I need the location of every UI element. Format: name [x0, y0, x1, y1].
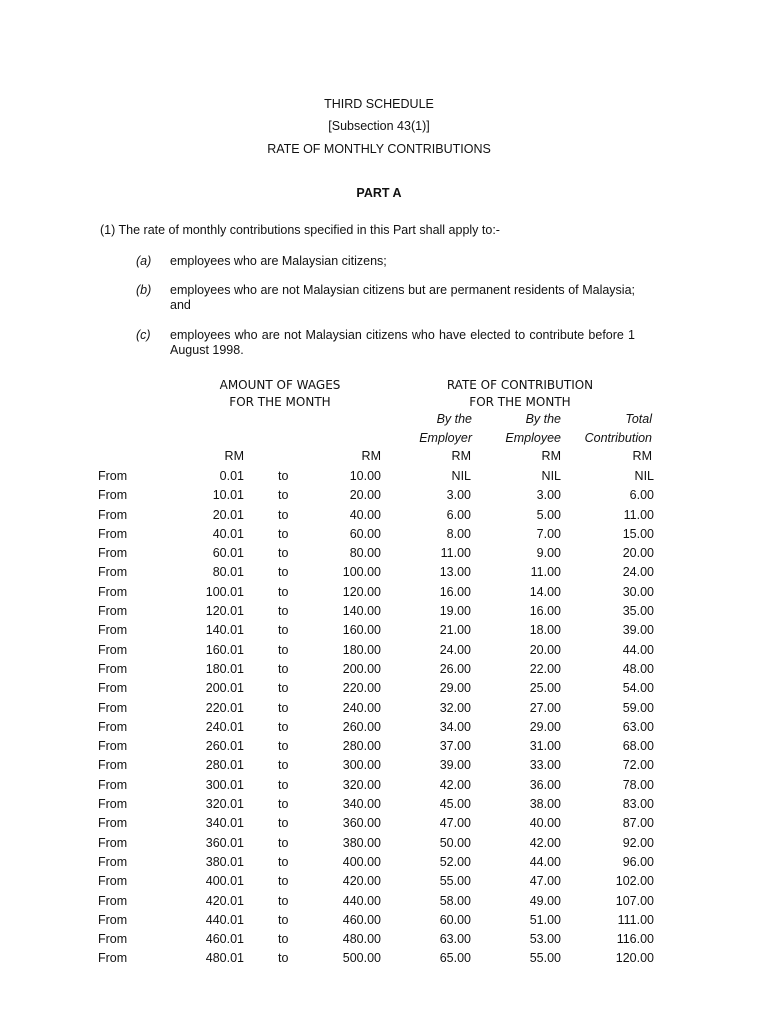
employee-contribution: 36.00: [529, 777, 561, 792]
to-label: to: [278, 854, 289, 869]
from-label: From: [98, 777, 128, 792]
total-contribution: 68.00: [622, 739, 654, 754]
employer-contribution: 21.00: [439, 623, 471, 638]
table-row: [98, 583, 654, 602]
list-item-text: employees who are not Malaysian citizens but are permanent residents of Malaysia; and: [170, 283, 635, 312]
from-label: From: [98, 912, 128, 927]
to-label: to: [278, 758, 289, 773]
to-label: to: [278, 469, 289, 483]
to-label: to: [278, 546, 289, 561]
table-row: [98, 506, 654, 525]
currency-label: RM: [632, 449, 652, 463]
from-label: From: [98, 700, 128, 715]
total-contribution: 59.00: [622, 700, 654, 715]
employee-contribution: 51.00: [529, 912, 561, 927]
employee-contribution: 29.00: [529, 719, 561, 734]
employer-contribution: 34.00: [439, 719, 471, 734]
total-contribution: 120.00: [615, 951, 654, 966]
to-label: to: [278, 893, 289, 908]
wage-to: 60.00: [349, 526, 381, 541]
from-label: From: [98, 854, 128, 869]
to-label: to: [278, 816, 289, 831]
wage-from: 10.01: [212, 488, 244, 503]
from-label: From: [98, 565, 128, 580]
from-label: From: [98, 623, 128, 638]
wage-from: 60.01: [212, 546, 244, 561]
to-label: to: [278, 565, 289, 580]
employee-contribution: 20.00: [529, 642, 561, 657]
employee-contribution: 9.00: [536, 546, 561, 561]
wage-from: 280.01: [205, 758, 244, 773]
wage-from: 40.01: [212, 526, 244, 541]
total-contribution: 78.00: [622, 777, 654, 792]
total-contribution: 24.00: [622, 565, 654, 580]
from-label: From: [98, 604, 128, 619]
wages-header-line2: FOR THE MONTH: [229, 395, 331, 409]
total-contribution: 92.00: [622, 835, 654, 850]
wage-from: 140.01: [205, 623, 244, 638]
employer-header-line1: By the: [436, 412, 472, 426]
employee-contribution: 27.00: [529, 700, 561, 715]
wage-to: 10.00: [349, 469, 381, 483]
wage-to: 300.00: [342, 758, 381, 773]
employer-contribution: 50.00: [439, 835, 471, 850]
to-label: to: [278, 488, 289, 503]
total-contribution: 96.00: [622, 854, 654, 869]
wage-from: 160.01: [205, 642, 244, 657]
total-header: [560, 410, 652, 448]
employee-contribution: 31.00: [529, 739, 561, 754]
table-row: [98, 930, 654, 949]
employee-contribution: 44.00: [529, 854, 561, 869]
employee-contribution: NIL: [541, 469, 561, 483]
total-contribution: 116.00: [616, 932, 654, 947]
employer-header-line2: Employer: [419, 431, 472, 445]
to-label: to: [278, 719, 289, 734]
employer-contribution: 60.00: [439, 912, 471, 927]
to-label: to: [278, 912, 289, 927]
table-row: [98, 563, 654, 582]
employee-contribution: 53.00: [529, 932, 561, 947]
to-label: to: [278, 681, 289, 696]
employee-header-line2: Employee: [505, 431, 561, 445]
wage-to: 480.00: [342, 932, 381, 947]
to-label: to: [278, 797, 289, 812]
to-label: to: [278, 584, 289, 599]
rate-header-line1: RATE OF CONTRIBUTION: [446, 378, 594, 392]
employer-contribution: 8.00: [446, 526, 471, 541]
table-row: [98, 892, 654, 911]
currency-label: RM: [451, 449, 471, 463]
employer-contribution: 13.00: [439, 565, 471, 580]
wage-to: 20.00: [349, 488, 381, 503]
employer-contribution: 37.00: [439, 739, 471, 754]
total-contribution: 30.00: [622, 584, 654, 599]
wage-from: 220.01: [205, 700, 244, 715]
total-contribution: 39.00: [622, 623, 654, 638]
total-contribution: 11.00: [623, 507, 654, 522]
total-contribution: 54.00: [622, 681, 654, 696]
wage-to: 440.00: [342, 893, 381, 908]
table-row: [98, 699, 654, 718]
from-label: From: [98, 739, 128, 754]
employee-contribution: 55.00: [529, 951, 561, 966]
employee-contribution: 22.00: [529, 661, 561, 676]
wage-to: 100.00: [342, 565, 381, 580]
to-label: to: [278, 739, 289, 754]
table-row: [98, 621, 654, 640]
wage-to: 400.00: [342, 854, 381, 869]
employee-contribution: 7.00: [536, 526, 561, 541]
wage-from: 400.01: [205, 874, 244, 889]
wage-to: 280.00: [342, 739, 381, 754]
wage-from: 120.01: [205, 604, 244, 619]
schedule-heading: RATE OF MONTHLY CONTRIBUTIONS: [267, 142, 491, 156]
wage-from: 320.01: [205, 797, 244, 812]
employee-contribution: 18.00: [529, 623, 561, 638]
wage-to: 140.00: [342, 604, 381, 619]
employer-contribution: 55.00: [439, 874, 471, 889]
from-label: From: [98, 835, 128, 850]
wage-to: 160.00: [342, 623, 381, 638]
employer-contribution: 52.00: [439, 854, 471, 869]
from-label: From: [98, 469, 128, 483]
list-item-label: (a): [136, 254, 152, 268]
wage-from: 480.01: [205, 951, 244, 966]
wage-from: 100.01: [205, 584, 244, 599]
total-contribution: 87.00: [622, 816, 654, 831]
total-contribution: 107.00: [615, 893, 654, 908]
employer-contribution: 65.00: [439, 951, 471, 966]
employee-contribution: 33.00: [529, 758, 561, 773]
total-contribution: 72.00: [622, 758, 654, 773]
employer-contribution: 16.00: [439, 584, 471, 599]
wage-from: 360.01: [205, 835, 244, 850]
currency-label: RM: [541, 449, 561, 463]
schedule-title: THIRD SCHEDULE: [324, 97, 434, 111]
from-label: From: [98, 642, 128, 657]
total-contribution: 20.00: [622, 546, 654, 561]
wage-to: 40.00: [349, 507, 381, 522]
employee-contribution: 11.00: [530, 565, 561, 580]
total-contribution: 63.00: [622, 719, 654, 734]
wage-to: 320.00: [342, 777, 381, 792]
schedule-subsection: [Subsection 43(1)]: [328, 119, 430, 133]
wage-to: 380.00: [342, 835, 381, 850]
table-row: [98, 718, 654, 737]
intro-paragraph: (1) The rate of monthly contributions specified in this Part shall apply to:-: [100, 223, 500, 237]
wages-header: [205, 377, 355, 411]
to-label: to: [278, 932, 289, 947]
employer-contribution: 11.00: [440, 546, 471, 561]
to-label: to: [278, 642, 289, 657]
employee-contribution: 3.00: [536, 488, 561, 503]
employee-header: [480, 410, 561, 448]
wage-to: 220.00: [342, 681, 381, 696]
wage-from: 420.01: [205, 893, 244, 908]
employer-contribution: 45.00: [439, 797, 471, 812]
employee-contribution: 42.00: [529, 835, 561, 850]
to-label: to: [278, 661, 289, 676]
employer-contribution: NIL: [451, 469, 471, 483]
employee-contribution: 40.00: [529, 816, 561, 831]
from-label: From: [98, 816, 128, 831]
part-heading: PART A: [356, 186, 402, 200]
wage-from: 260.01: [205, 739, 244, 754]
employer-contribution: 26.00: [439, 661, 471, 676]
total-contribution: 111.00: [617, 912, 654, 927]
to-label: to: [278, 777, 289, 792]
from-label: From: [98, 661, 128, 676]
table-row: [98, 911, 654, 930]
wage-to: 360.00: [342, 816, 381, 831]
table-row: [98, 660, 654, 679]
list-item-text: employees who are Malaysian citizens;: [170, 254, 387, 268]
from-label: From: [98, 681, 128, 696]
table-row: [98, 776, 654, 795]
employer-contribution: 47.00: [439, 816, 471, 831]
employee-contribution: 16.00: [529, 604, 561, 619]
table-row: [98, 544, 654, 563]
total-contribution: 48.00: [622, 661, 654, 676]
from-label: From: [98, 488, 128, 503]
wage-from: 80.01: [212, 565, 244, 580]
total-contribution: 102.00: [615, 874, 654, 889]
employer-contribution: 24.00: [439, 642, 471, 657]
to-label: to: [278, 623, 289, 638]
employer-contribution: 58.00: [439, 893, 471, 908]
employer-contribution: 39.00: [439, 758, 471, 773]
table-row: [98, 679, 654, 698]
from-label: From: [98, 874, 128, 889]
total-contribution: NIL: [634, 469, 654, 483]
employer-contribution: 3.00: [446, 488, 471, 503]
table-row: [98, 949, 654, 968]
total-header-line2: Contribution: [584, 431, 652, 445]
table-row: [98, 814, 654, 833]
to-label: to: [278, 507, 289, 522]
wage-to: 180.00: [342, 642, 381, 657]
from-label: From: [98, 526, 128, 541]
table-row: [98, 834, 654, 853]
to-label: to: [278, 874, 289, 889]
from-label: From: [98, 719, 128, 734]
list-item-text: employees who are not Malaysian citizens who have elected to contribute before 1 August 1998.: [170, 328, 635, 357]
from-label: From: [98, 932, 128, 947]
wage-from: 0.01: [219, 469, 244, 483]
wages-header-line1: AMOUNT OF WAGES: [219, 378, 341, 392]
employee-contribution: 38.00: [529, 797, 561, 812]
wage-from: 460.01: [205, 932, 244, 947]
employee-header-line1: By the: [525, 412, 561, 426]
table-row: [98, 467, 654, 486]
to-label: to: [278, 604, 289, 619]
list-item-label: (c): [136, 328, 151, 342]
wage-from: 340.01: [205, 816, 244, 831]
from-label: From: [98, 546, 128, 561]
currency-label: RM: [224, 449, 244, 463]
to-label: to: [278, 700, 289, 715]
from-label: From: [98, 893, 128, 908]
wage-to: 200.00: [342, 661, 381, 676]
wage-to: 260.00: [342, 719, 381, 734]
wage-to: 420.00: [342, 874, 381, 889]
employer-contribution: 19.00: [439, 604, 471, 619]
employee-contribution: 5.00: [536, 507, 561, 522]
contribution-table: [98, 467, 654, 969]
from-label: From: [98, 507, 128, 522]
table-row: [98, 872, 654, 891]
total-contribution: 15.00: [622, 526, 654, 541]
to-label: to: [278, 835, 289, 850]
wage-from: 180.01: [205, 661, 244, 676]
wage-from: 200.01: [205, 681, 244, 696]
to-label: to: [278, 951, 289, 966]
rate-header-line2: FOR THE MONTH: [469, 395, 571, 409]
employee-contribution: 14.00: [529, 584, 561, 599]
table-row: [98, 853, 654, 872]
wage-from: 240.01: [205, 719, 244, 734]
wage-from: 300.01: [205, 777, 244, 792]
employer-contribution: 42.00: [439, 777, 471, 792]
employee-contribution: 25.00: [529, 681, 561, 696]
list-item-label: (b): [136, 283, 152, 297]
to-label: to: [278, 526, 289, 541]
wage-from: 440.01: [205, 912, 244, 927]
wage-to: 240.00: [342, 700, 381, 715]
wage-from: 380.01: [205, 854, 244, 869]
from-label: From: [98, 797, 128, 812]
table-row: [98, 525, 654, 544]
employee-contribution: 49.00: [529, 893, 561, 908]
employer-header: [400, 410, 472, 448]
employer-contribution: 63.00: [439, 932, 471, 947]
employer-contribution: 6.00: [446, 507, 471, 522]
currency-label: RM: [361, 449, 381, 463]
total-header-line1: Total: [625, 412, 652, 426]
table-row: [98, 641, 654, 660]
table-row: [98, 737, 654, 756]
rate-header: [420, 377, 620, 411]
total-contribution: 44.00: [622, 642, 654, 657]
table-row: [98, 602, 654, 621]
wage-to: 460.00: [342, 912, 381, 927]
from-label: From: [98, 758, 128, 773]
table-row: [98, 756, 654, 775]
wage-to: 120.00: [342, 584, 381, 599]
wage-to: 500.00: [342, 951, 381, 966]
wage-from: 20.01: [212, 507, 244, 522]
wage-to: 340.00: [342, 797, 381, 812]
wage-to: 80.00: [349, 546, 381, 561]
from-label: From: [98, 584, 128, 599]
employer-contribution: 32.00: [439, 700, 471, 715]
from-label: From: [98, 951, 128, 966]
total-contribution: 35.00: [622, 604, 654, 619]
employee-contribution: 47.00: [529, 874, 561, 889]
table-row: [98, 795, 654, 814]
employer-contribution: 29.00: [439, 681, 471, 696]
total-contribution: 6.00: [629, 488, 654, 503]
table-row: [98, 486, 654, 505]
total-contribution: 83.00: [622, 797, 654, 812]
